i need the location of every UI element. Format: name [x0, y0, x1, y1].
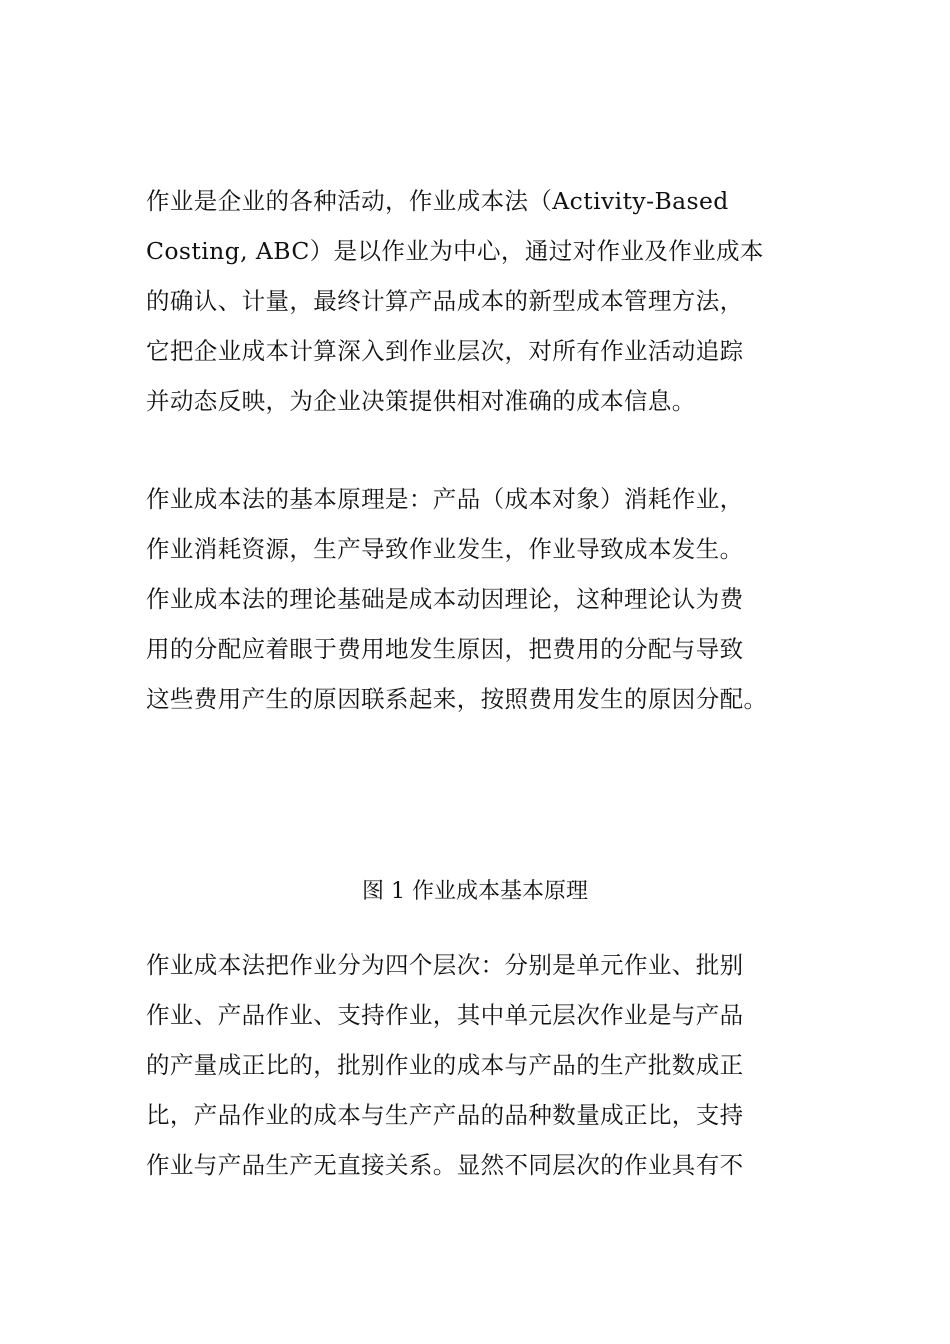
text-line: 比，产品作业的成本与生产产品的品种数量成正比，支持	[146, 1101, 744, 1129]
text-line: Costing, ABC）是以作业为中心，通过对作业及作业成本	[146, 237, 764, 265]
text-line: 的产量成正比的，批别作业的成本与产品的生产批数成正	[146, 1051, 744, 1079]
text-line: 并动态反映，为企业决策提供相对准确的成本信息。	[146, 387, 696, 415]
text-line: 这些费用产生的原因联系起来，按照费用发生的原因分配。	[146, 685, 768, 713]
text-line: 的确认、计量，最终计算产品成本的新型成本管理方法，	[146, 287, 744, 315]
text-line: 作业成本法把作业分为四个层次：分别是单元作业、批别	[146, 951, 744, 979]
text-line: 作业、产品作业、支持作业，其中单元层次作业是与产品	[146, 1001, 744, 1029]
paragraph-activity-levels	[146, 940, 806, 1190]
text-line: 作业是企业的各种活动，作业成本法（Activity-Based	[146, 187, 729, 215]
paragraph-abc-definition	[146, 176, 806, 426]
figure-caption	[0, 870, 950, 914]
text-line: 作业与产品生产无直接关系。显然不同层次的作业具有不	[146, 1151, 744, 1179]
text-line: 作业消耗资源，生产导致作业发生，作业导致成本发生。	[146, 535, 744, 563]
paragraph-basic-principle	[146, 474, 806, 724]
text-line: 作业成本法的理论基础是成本动因理论，这种理论认为费	[146, 585, 744, 613]
text-line: 用的分配应着眼于费用地发生原因，把费用的分配与导致	[146, 635, 744, 663]
text-line: 它把企业成本计算深入到作业层次，对所有作业活动追踪	[146, 337, 744, 365]
figure-caption-text: 图 1 作业成本基本原理	[362, 879, 588, 904]
text-line: 作业成本法的基本原理是：产品（成本对象）消耗作业，	[146, 485, 744, 513]
